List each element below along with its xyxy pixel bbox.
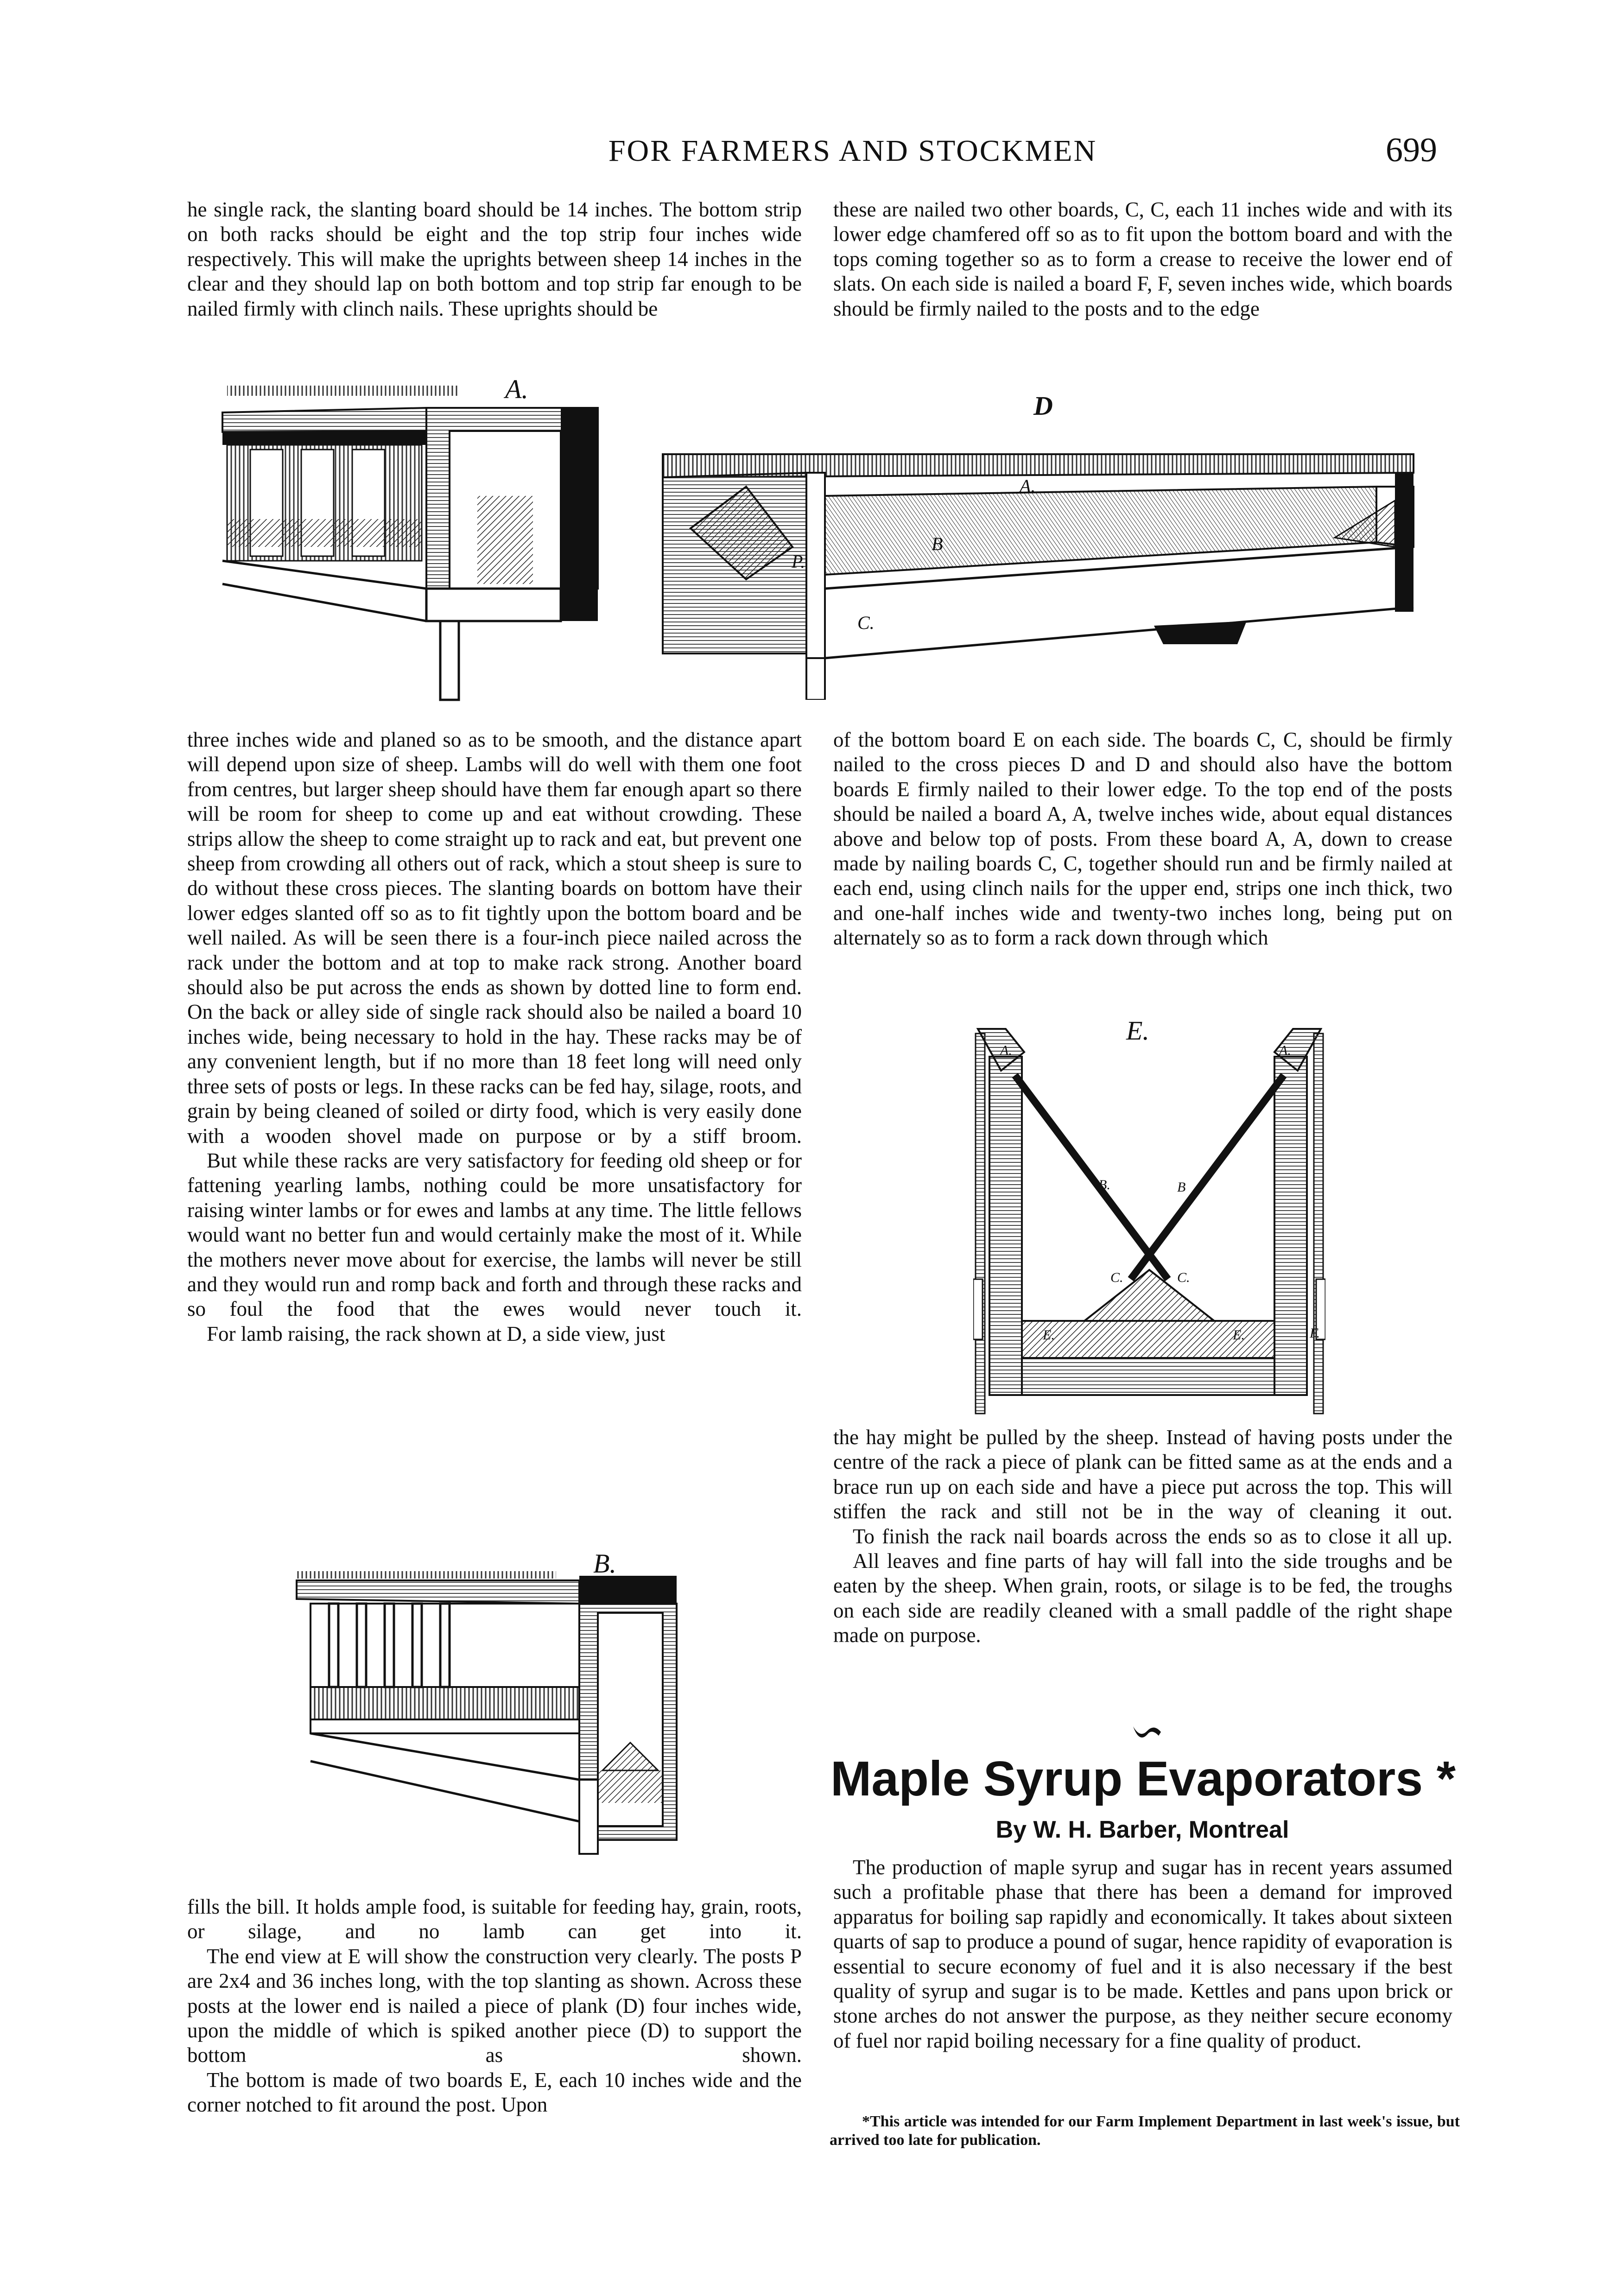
paragraph: three inches wide and planed so as to be smooth, and the distance apart will depend upon size of sheep. Lambs will do well with them one foot from centres, but larger sheep should have them far enough apart so there will be room for sheep to come up and eat without crowding. These strips allow the sheep to come straight up to rack and eat, but prevent one sheep from crowding all others out of rack, which a stout sheep is sure to do without these cross pieces. The slanting boards on bottom have their lower edges slanted off so as to fit tightly upon the bottom board and be well nailed. As will be seen there is a four-inch piece nailed across the rack under the bottom and at top to make rack strong. Another board should also be put across the ends as shown by dotted line to form end. On the back or alley side of single rack should also be nailed a board 10 inches wide, being necessary to hold in the hay. These racks may be of any convenient length, but if no more than 18 feet long will need only three sets of posts or legs. In these racks can be fed hay, silage, roots, and grain by being cleaned of soiled or dirty food, which is very easily done with a wooden shovel made on purpose or by a stiff broom. <box>187 728 802 1148</box>
paragraph: To finish the rack nail boards across the ends so as to close it all up. <box>853 1524 1452 1548</box>
figure-e-end-view <box>973 1015 1325 1418</box>
running-head: FOR FARMERS AND STOCKMEN <box>608 134 1097 168</box>
figure-e-part-label: C. <box>1110 1270 1123 1285</box>
figure-e-part-label: C. <box>1177 1270 1190 1285</box>
paragraph: But while these racks are very satisfactory for feeding old sheep or for fattening yearling lambs, nothing could be more unsatisfactory for raising winter lambs or for ewes and lambs at any time. The little fellows would want no better fun and would certainly make the most of it. While the mothers never move about for exercise, the lambs will never be still and they would run and romp back and forth and through these racks and so foul the food that the ewes would never touch it. <box>187 1148 802 1321</box>
figure-a-label: A. <box>505 374 528 404</box>
paragraph: All leaves and fine parts of hay will fall into the side troughs and be eaten by the sheep. When grain, roots, or silage is to be fed, the troughs on each side are readily cleaned with a small paddle of the right shape made on purpose. <box>833 1549 1452 1647</box>
paragraph: these are nailed two other boards, C, C, each 11 inches wide and with its lower edge chamfered off so as to fit upon the bottom board and with the tops coming together so as to form a crease to receive the lower end of slats. On each side is nailed a board F, F, seven inches wide, which boards should be firmly nailed to the posts and to the edge <box>833 198 1452 320</box>
figure-e-part-label: A. <box>1279 1043 1291 1058</box>
figure-e-drawing <box>973 1020 1325 1418</box>
figure-e-part-label: B. <box>1098 1177 1110 1192</box>
article-footnote: *This article was intended for our Farm Implement Department in last week's issue, but arrived too late for publication. <box>830 2113 1460 2149</box>
figure-e-part-label: A. <box>1000 1043 1012 1058</box>
right-column-middle <box>833 728 1452 951</box>
paragraph: fills the bill. It holds ample food, is suitable for feeding hay, grain, roots, or silage, and no lamb can get into it. <box>187 1895 802 1943</box>
paragraph: For lamb raising, the rack shown at D, a side view, just <box>207 1322 666 1345</box>
figure-b-rack <box>292 1548 686 1858</box>
left-column-top <box>187 197 802 321</box>
figure-d-label: D <box>1033 391 1053 421</box>
figure-a-single-rack <box>209 374 602 704</box>
paragraph: the hay might be pulled by the sheep. Instead of having posts under the centre of the rack a piece of plank can be fitted same as at the ends and a brace run up on each side and have a piece put across the top. This will stiffen the rack and still not be in the way of cleaning it out. <box>833 1426 1452 1523</box>
right-column-lower <box>833 1425 1452 1648</box>
article-title: Maple Syrup Evaporators * <box>830 1751 1456 1806</box>
left-column-bottom <box>187 1895 802 2118</box>
figure-e-part-label: F. <box>1310 1326 1320 1341</box>
figure-d-part-label: P. <box>792 551 805 572</box>
page-number: 699 <box>1386 131 1437 169</box>
left-column-middle <box>187 728 802 1346</box>
paragraph: he single rack, the slanting board should be 14 inches. The bottom strip on both racks should be eight and the top strip four inches wide respectively. This will make the uprights between sheep 14 inches in the clear and they should lap on both bottom and top strip far enough to be nailed firmly with clinch nails. These uprights should be <box>187 198 802 320</box>
figure-d-part-label: A. <box>1020 476 1036 496</box>
figure-d-part-label: C. <box>857 612 875 633</box>
figure-d-part-label: B <box>932 533 943 554</box>
paragraph: The production of maple syrup and sugar has in recent years assumed such a profitable phase that there has been a demand for improved apparatus for boiling sap rapidly and economically. It takes about sixteen quarts of sap to produce a pound of sugar, hence rapidity of evaporation is essential to secure economy of fuel and it is also necessary if the best quality of syrup and sugar is to be made. Kettles and pans upon brick or stone arches do not answer the purpose, as they neither secure economy of fuel nor rapid boiling necessary for a fine quality of product. <box>833 1856 1452 2052</box>
figure-e-part-label: E. <box>1233 1327 1245 1343</box>
figure-b-label: B. <box>593 1548 616 1579</box>
article-body <box>833 1855 1452 2053</box>
right-column-top <box>833 197 1452 321</box>
figure-d-lamb-rack-side-view <box>653 391 1432 700</box>
figure-e-part-label: E. <box>1043 1327 1055 1343</box>
figure-b-drawing <box>292 1562 686 1858</box>
figure-e-label: E. <box>1126 1015 1149 1046</box>
paragraph: The end view at E will show the construction very clearly. The posts P are 2x4 and 36 inches long, with the top slanting as shown. Across these posts at the lower end is nailed a piece of plank (D) four inches wide, upon the middle of which is spiked another piece (D) to support the bottom as shown. <box>187 1944 802 2067</box>
paragraph: of the bottom board E on each side. The boards C, C, should be firmly nailed to the cross pieces D and D and should also have the bottom boards E firmly nailed to their lower edge. To the top end of the posts should be nailed a board A, A, twelve inches wide, about equal distances above and below top of posts. From these board A, A, down to crease made by nailing boards C, C, together should run and be firmly nailed at each end, using clinch nails for the upper end, strips one inch thick, two and one-half inches wide and twenty-two inches long, being put on alternately so as to form a rack down through which <box>833 728 1452 950</box>
ornament-icon <box>1131 1722 1163 1738</box>
article-byline: By W. H. Barber, Montreal <box>995 1816 1289 1843</box>
figure-d-drawing <box>653 394 1432 700</box>
figure-a-drawing <box>209 380 602 704</box>
figure-e-part-label: B <box>1177 1180 1186 1195</box>
paragraph: The bottom is made of two boards E, E, each 10 inches wide and the corner notched to fit around the post. Upon <box>187 2068 802 2117</box>
